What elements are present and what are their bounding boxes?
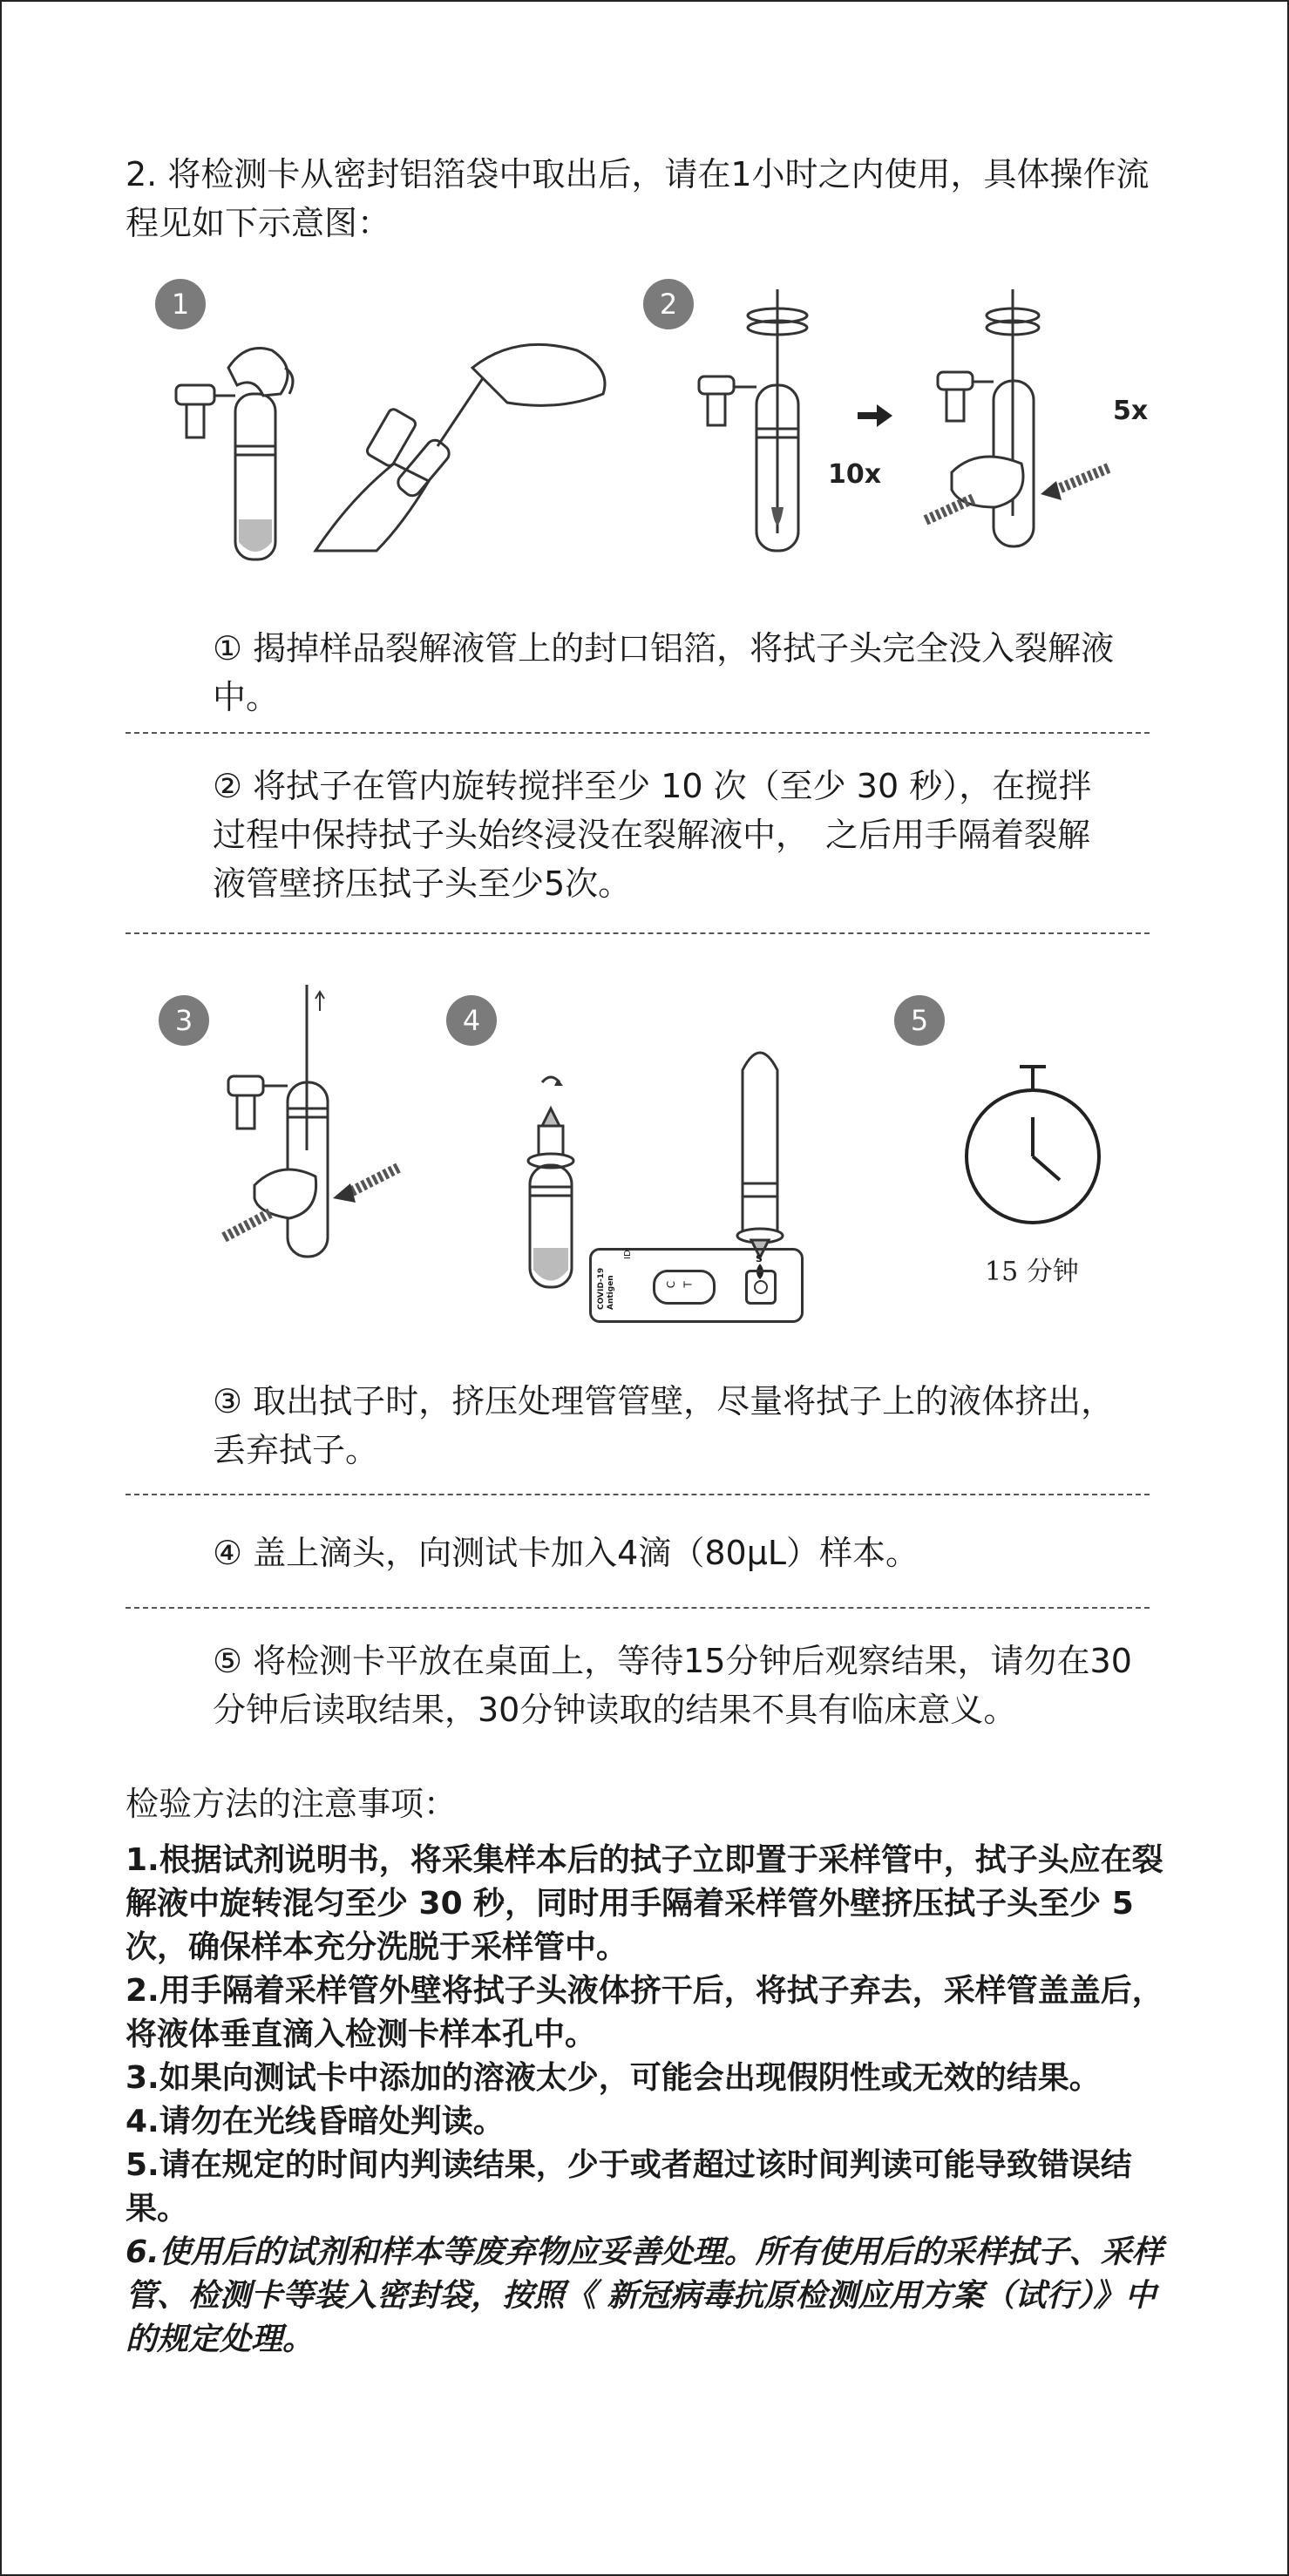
rotate-count-label: 10x	[828, 459, 882, 490]
step-3-text	[213, 1377, 1119, 1474]
step-4-text	[213, 1529, 1119, 1577]
step-3-description: 取出拭子时，挤压处理管管壁，尽量将拭子上的液体挤出，丢弃拭子。	[213, 1382, 1115, 1469]
card-c-label: C	[665, 1280, 678, 1289]
step-badge-4: 4	[446, 995, 497, 1046]
note-6: 6.使用后的试剂和样本等废弃物应妥善处理。所有使用后的采样拭子、采样管、检测卡等装入密封袋，按照《 新冠病毒抗原检测应用方案（试行）》中的规定处理。	[126, 2234, 1163, 2357]
step-2-text	[213, 762, 1119, 908]
intro-paragraph: 2. 将检测卡从密封铝箔袋中取出后，请在1小时之内使用，具体操作流程见如下示意图：	[126, 155, 1150, 242]
step-5-number: ⑤	[213, 1642, 243, 1680]
step-1-description: 揭掉样品裂解液管上的封口铝箔，将拭子头完全没入裂解液中。	[213, 629, 1115, 716]
step-1-text	[213, 624, 1119, 722]
squeeze-count-label: 5x	[1113, 396, 1149, 426]
step-4-description: 盖上滴头，向测试卡加入4滴（80μL）样本。	[253, 1534, 919, 1572]
card-id-label: ID:	[623, 1246, 633, 1259]
note-5: 5.请在规定的时间内判读结果，少于或者超过该时间判读可能导致错误结果。	[126, 2147, 1132, 2227]
dropper-illustration	[725, 1044, 795, 1262]
step-5-text	[213, 1637, 1145, 1734]
insert-swab-illustration	[315, 333, 621, 559]
notes-title: 检验方法的注意事项：	[126, 1785, 458, 1823]
note-1: 1.根据试剂说明书，将采集样本后的拭子立即置于采样管中，拭子头应在裂解液中旋转混匀至少 30 秒，同时用手隔着采样管外壁挤压拭子头至少 5 次，确保样本充分洗脱于采样管中。	[126, 1842, 1163, 1965]
divider-1	[126, 732, 1150, 734]
stir-swab-illustration	[682, 289, 821, 559]
timer-label: 15 分钟	[985, 1257, 1079, 1287]
step-5-description: 将检测卡平放在桌面上，等待15分钟后观察结果，请勿在30分钟后读取结果，30分钟读取的结果不具有临床意义。	[213, 1642, 1132, 1729]
test-card	[589, 1248, 804, 1323]
card-label-covid: COVID-19	[597, 1267, 606, 1310]
divider-4	[126, 1607, 1150, 1609]
step-badge-3: 3	[159, 995, 209, 1046]
step-2-number: ②	[213, 767, 243, 805]
note-3: 3.如果向测试卡中添加的溶液太少，可能会出现假阴性或无效的结果。	[126, 2060, 1101, 2096]
capped-tube-illustration	[516, 1074, 586, 1291]
notes-list	[126, 1839, 1171, 2362]
card-sample-well	[745, 1253, 777, 1305]
step-badge-2: 2	[643, 279, 694, 329]
timer-icon	[959, 1065, 1107, 1230]
note-2: 2.用手隔着采样管外壁将拭子头液体挤干后，将拭子弃去，采样管盖盖后，将液体垂直滴入检测卡样本孔中。	[126, 1973, 1163, 2052]
note-4: 4.请勿在光线昏暗处判读。	[126, 2104, 505, 2139]
divider-2	[126, 932, 1150, 934]
card-label-antigen: Antigen	[607, 1275, 615, 1310]
step-4-number: ④	[213, 1534, 243, 1572]
card-s-label: S	[756, 1253, 763, 1264]
step-3-number: ③	[213, 1382, 243, 1420]
card-result-window	[653, 1270, 716, 1305]
peel-foil-illustration	[167, 333, 307, 568]
step-badge-5: 5	[894, 995, 945, 1046]
arrow-right-icon	[858, 403, 892, 429]
squeeze-tube-illustration	[926, 289, 1117, 559]
remove-swab-illustration	[220, 985, 411, 1272]
step-1-number: ①	[213, 629, 243, 668]
card-t-label: T	[682, 1281, 695, 1288]
step-badge-1: 1	[155, 279, 206, 329]
divider-3	[126, 1494, 1150, 1495]
step-2-description: 将拭子在管内旋转搅拌至少 10 次（至少 30 秒），在搅拌过程中保持拭子头始终浸没在裂解液中， 之后用手隔着裂解液管壁挤压拭子头至少5次。	[213, 767, 1092, 903]
